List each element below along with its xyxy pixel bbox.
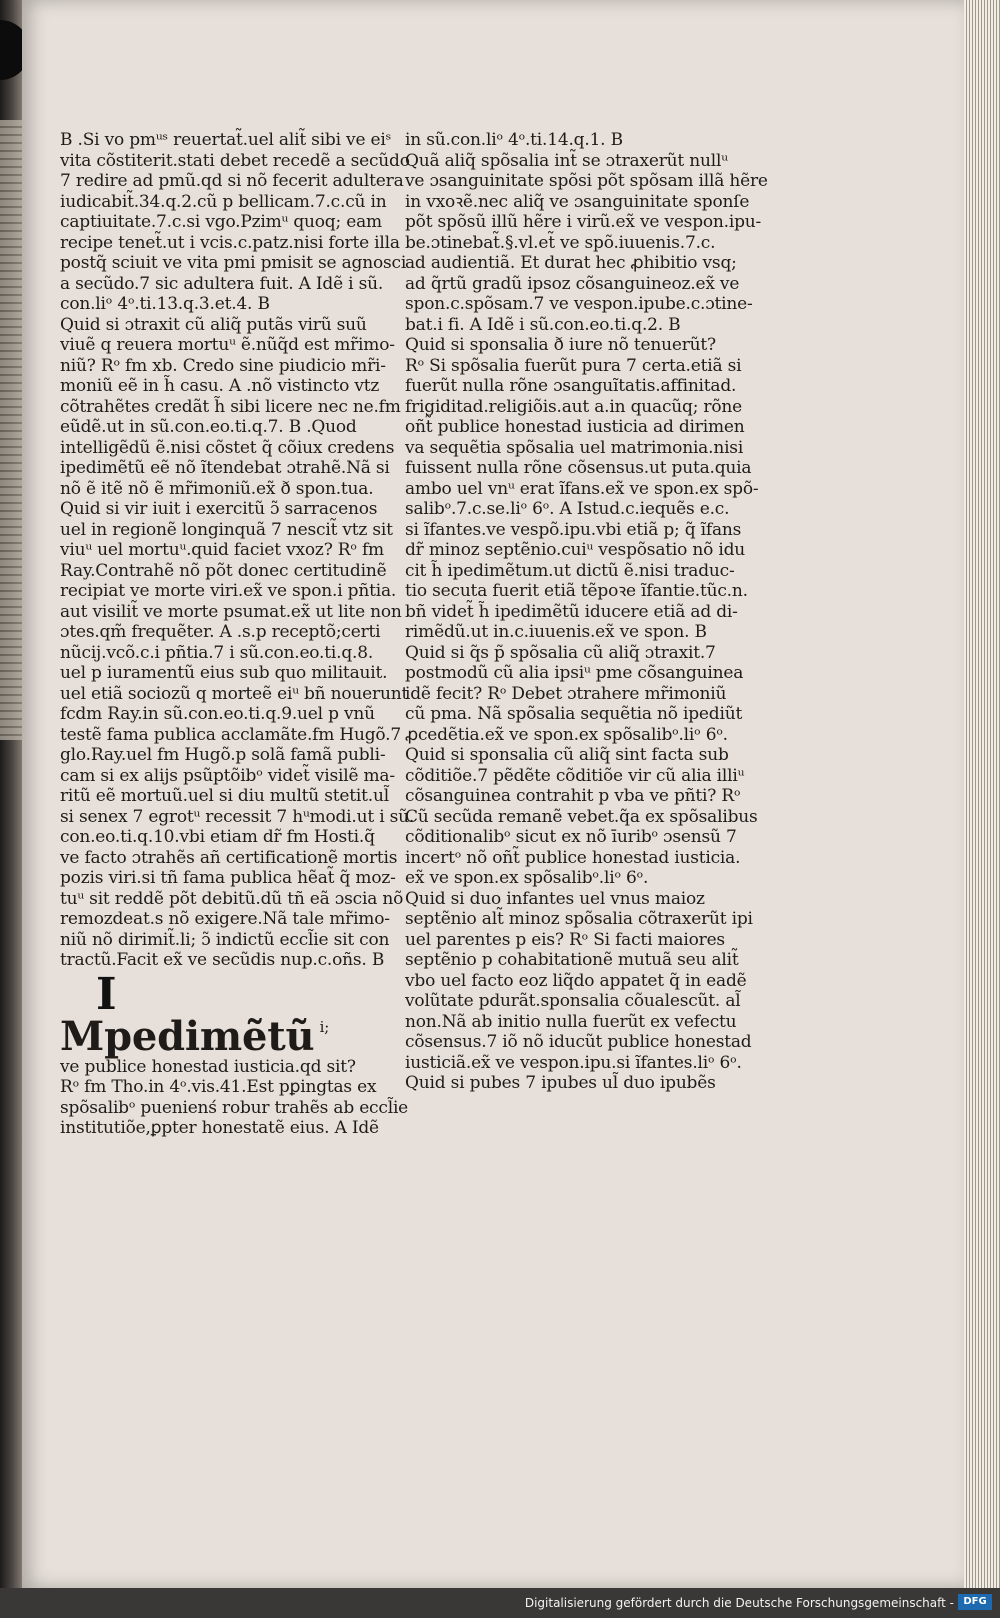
text-line: 7 redire ad pmũ.qd si nõ fecerit adultera: [60, 171, 404, 191]
text-line: uel parentes p eis? Rᵒ Si facti maiores: [405, 929, 725, 950]
decorated-initial: I: [96, 968, 117, 1020]
text-line: si ĩfantes.ve vespõ.ipu.vbi etiã p; q̃ ĩfans: [405, 519, 742, 540]
text-line: cõtrahẽtes credãt h̃ sibi licere nec ne.fm: [60, 396, 401, 417]
text-line: con.liᵒ 4ᵒ.ti.13.q.3.et.4. B: [60, 294, 270, 314]
text-line: cit h̃ ipedimẽtum.ut dictũ ẽ.nisi traduc-: [405, 560, 735, 581]
text-line: spon.c.spõsam.7 ve vespon.ipube.c.ɔtine-: [405, 294, 753, 314]
text-line: incertᵒ nõ oñt̃ publice honestad iusticia.: [405, 847, 741, 868]
text-line: nõ ẽ itẽ nõ ẽ mr̃imoniũ.ex̃ ð spon.tua.: [60, 478, 374, 499]
text-line: ɔtes.qm̃ frequẽter. A .s.p receptõ;certi: [60, 622, 381, 642]
heading-suffix: i;: [319, 1017, 330, 1036]
text-line: rimẽdũ.ut in.c.iuuenis.ex̃ ve spon. B: [405, 622, 707, 642]
text-line: recipiat ve morte viri.ex̃ ve spon.i pñtia.: [60, 581, 397, 601]
text-line: idẽ fecit? Rᵒ Debet ɔtrahere mr̃imoniũ: [405, 683, 727, 704]
text-line: iudicabit̃.34.q.2.cũ p bellicam.7.c.cũ in: [60, 191, 387, 212]
text-line: cũ pma. Nã spõsalia sequẽtia nõ ipediũt: [405, 704, 743, 724]
text-line: septẽnio p cohabitationẽ mutuã seu alit̃: [405, 950, 739, 970]
text-line: B .Si vo pmᵘˢ reuertat̃.uel alit̃ sibi ve eiˢ: [60, 130, 392, 150]
text-line: aut visilit̃ ve morte psumat.ex̃ ut lite non: [60, 601, 402, 622]
text-line: nũcij.vcõ.c.i pñtia.7 i sũ.con.eo.ti.q.8.: [60, 642, 374, 663]
text-line: ve facto ɔtrahẽs añ certificationẽ mortis: [60, 847, 398, 868]
text-line: va sequẽtia spõsalia uel matrimonia.nisi: [405, 437, 744, 458]
text-line: niũ? Rᵒ fm xb. Credo sine piudicio mr̃i-: [60, 355, 386, 376]
text-line: ad q̃rtũ gradũ ipsoz cõsanguineoz.ex̃ ve: [405, 273, 740, 294]
text-line: ad audientiã. Et durat hec ꝓhibitio vsq;: [405, 253, 737, 273]
text-line: ipedimẽtũ eẽ nõ ĩtendebat ɔtrahẽ.Nã si: [60, 458, 390, 478]
text-line: Cũ secũda remanẽ vebet.q̃a ex spõsalibus: [405, 806, 758, 827]
text-line: ritũ eẽ mortuũ.uel si diu multũ stetit.ul̃: [60, 786, 389, 806]
text-line: remozdeat.s nõ exigere.Nã tale mr̃imo-: [60, 909, 390, 929]
text-line: Rᵒ fm Tho.in 4ᵒ.vis.41.Est pꝑingtas ex: [60, 1077, 377, 1097]
text-line: cõsanguinea contrahit p vba ve pñti? Rᵒ: [405, 786, 741, 806]
right-column-block: [405, 130, 768, 1094]
text-line: spõsalibᵒ puenienś robur trahẽs ab eccl̃ie: [60, 1097, 409, 1118]
text-line: testẽ fama publica acclamãte.fm Hugõ.7: [60, 724, 401, 745]
text-line: oñt̃ publice honestad iusticia ad dirimen: [405, 417, 745, 437]
text-line: bat.i fi. A Idẽ i sũ.con.eo.ti.q.2. B: [405, 314, 681, 335]
text-line: viuᵘ uel mortuᵘ.quid faciet vxoz? Rᵒ fm: [60, 540, 384, 560]
right-text-column: [405, 130, 768, 1094]
text-line: cõsensus.7 iõ nõ iducũt publice honestad: [405, 1032, 752, 1052]
heading-word: Mpedimẽtũ: [60, 1012, 315, 1060]
text-line: Quid si q̃s p̃ spõsalia cũ aliq̃ ɔtraxit.7: [405, 642, 716, 663]
text-line: ve publice honestad iusticia.qd sit?: [60, 1056, 356, 1077]
text-line: iusticiã.ex̃ ve vespon.ipu.si ĩfantes.liᵒ 6ᵒ.: [405, 1052, 742, 1073]
text-line: recipe tenet̃.ut i vcis.c.patz.nisi forte illa: [60, 232, 400, 253]
text-line: Quid si sponsalia cũ aliq̃ sint facta sub: [405, 745, 729, 765]
text-line: postmodũ cũ alia ipsiᵘ pme cõsanguinea: [405, 663, 744, 683]
left-column-top-block: [60, 130, 415, 971]
text-line: uel etiã sociozũ q morteẽ eiᵘ bñ nouerunt: [60, 683, 409, 704]
text-line: ve ɔsanguinitate spõsi põt spõsam illã hẽre: [405, 171, 768, 191]
text-line: si senex 7 egrotᵘ recessit 7 hᵘmodi.ut i sũ.: [60, 806, 415, 827]
text-line: septẽnio alt̃ minoz spõsalia cõtraxerũt ipi: [405, 909, 753, 929]
text-line: salibᵒ.7.c.se.liᵒ 6ᵒ. A Istud.c.iequẽs e.c.: [405, 499, 730, 519]
text-line: ambo uel vnᵘ erat ĩfans.ex̃ ve spon.ex spõ-: [405, 478, 759, 499]
text-line: non.Nã ab initio nulla fuerũt ex vefectu: [405, 1011, 737, 1032]
text-line: uel in regionẽ longinquã 7 nescit̃ vtz sit: [60, 519, 393, 540]
text-line: ex̃ ve spon.ex spõsalibᵒ.liᵒ 6ᵒ.: [405, 868, 649, 888]
text-line: Rᵒ Si spõsalia fuerũt pura 7 certa.etiã si: [405, 355, 742, 376]
text-line: pozis viri.si tñ fama publica hẽat̃ q̃ moz-: [60, 868, 396, 888]
text-line: tio secuta fuerit etiã tẽpoꝛe ĩfantie.tũc.n.: [405, 581, 748, 601]
text-line: viuẽ q reuera mortuᵘ ẽ.nũq̃d est mr̃imo-: [60, 335, 395, 355]
page-stack-edge: [964, 0, 1000, 1588]
text-line: dr̃ minoz septẽnio.cuiᵘ vespõsatio nõ idu: [405, 540, 746, 560]
text-line: cõditiõe.7 pẽdẽte cõditiõe vir cũ alia illiᵘ: [405, 765, 745, 786]
text-line: institutiõe,ꝑpter honestatẽ eius. A Idẽ: [60, 1118, 379, 1138]
text-line: be.ɔtinebat̃.§.vl.et̃ ve spõ.iuuenis.7.c.: [405, 232, 716, 253]
text-line: volũtate pdurãt.sponsalia cõualescũt. al̃: [405, 991, 741, 1011]
text-line: Ray.Contrahẽ nõ põt donec certitudinẽ: [60, 560, 387, 581]
text-line: fuerũt nulla rõne ɔsanguĩtatis.affinitad.: [405, 376, 737, 396]
text-line: Quid si vir iuit i exercitũ ɔ̃ sarracenos: [60, 499, 378, 519]
text-line: frigiditad.religiõis.aut a.in quacũq; rõne: [405, 396, 742, 417]
dfg-logo: DFG: [958, 1594, 992, 1610]
text-line: uel p iuramentũ eius sub quo militauit.: [60, 663, 388, 683]
text-line: cam si ex alijs psũptõibᵒ videt̃ visilẽ ma-: [60, 765, 395, 786]
text-line: intelligẽdũ ẽ.nisi cõstet q̃ cõiux credens: [60, 437, 395, 458]
text-line: bñ videt̃ h̃ ipedimẽtũ iducere etiã ad di-: [405, 601, 738, 622]
text-line: eũdẽ.ut in sũ.con.eo.ti.q.7. B .Quod: [60, 417, 357, 437]
text-line: glo.Ray.uel fm Hugõ.p solã famã publi-: [60, 745, 386, 765]
previous-page-sliver: [0, 120, 24, 740]
text-line: fuissent nulla rõne cõsensus.ut puta.quia: [405, 458, 752, 478]
text-line: põt spõsũ illũ hẽre i virũ.ex̃ ve vespon.ipu-: [405, 212, 762, 232]
chapter-heading: [60, 968, 358, 1060]
text-line: Quã aliq̃ spõsalia int̃ se ɔtraxerũt nullᵘ: [405, 150, 728, 171]
text-line: con.eo.ti.q.10.vbi etiam dr̃ fm Hosti.q̃: [60, 827, 375, 847]
footer-credit: Digitalisierung gefördert durch die Deutsche Forschungsgemeinschaft -: [524, 1596, 954, 1610]
text-line: fcdm Ray.in sũ.con.eo.ti.q.9.uel p vnũ: [60, 704, 375, 724]
text-line: vbo uel facto eoz liq̃do appatet q̃ in eadẽ: [405, 970, 747, 991]
text-line: tuᵘ sit reddẽ põt debitũ.dũ tñ eã ɔscia nõ: [60, 888, 404, 909]
text-line: postq̃ sciuit ve vita pmi pmisit se agnosci: [60, 253, 407, 273]
text-line: cõditionalibᵒ sicut ex nõ īuribᵒ ɔsensũ 7: [405, 827, 737, 847]
text-line: captiuitate.7.c.si vgo.Pzimᵘ quoq; eam: [60, 212, 382, 232]
footer-bar: [0, 1588, 1000, 1618]
text-line: tractũ.Facit ex̃ ve secũdis nup.c.oñs. B: [60, 950, 385, 970]
text-line: a secũdo.7 sic adultera fuit. A Idẽ i sũ.: [60, 273, 384, 294]
text-line: Quid si ɔtraxit cũ aliq̃ putãs virũ suũ: [60, 314, 367, 335]
left-text-column: [60, 130, 415, 1139]
text-line: Quid si pubes 7 ipubes ul̃ duo ipubẽs: [405, 1073, 716, 1093]
text-line: ꝓcedẽtia.ex̃ ve spon.ex spõsalibᵒ.liᵒ 6ᵒ.: [405, 724, 728, 745]
text-line: Quid si sponsalia ð iure nõ tenuerũt?: [405, 335, 716, 355]
left-column-bottom-block: [60, 1056, 409, 1139]
text-line: niũ nõ dirimit̃.li; ɔ̃ indictũ eccl̃ie sit con: [60, 929, 390, 950]
text-line: in sũ.con.liᵒ 4ᵒ.ti.14.q.1. B: [405, 130, 623, 150]
text-line: vita cõstiterit.stati debet recedẽ a secũdo: [60, 150, 410, 171]
text-line: Quid si duo infantes uel vnus maioz: [405, 888, 705, 909]
text-line: moniũ eẽ in h̃ casu. A .nõ vistincto vtz: [60, 376, 380, 396]
text-line: in vxoꝛẽ.nec aliq̃ ve ɔsanguinitate sponſe: [405, 191, 750, 212]
